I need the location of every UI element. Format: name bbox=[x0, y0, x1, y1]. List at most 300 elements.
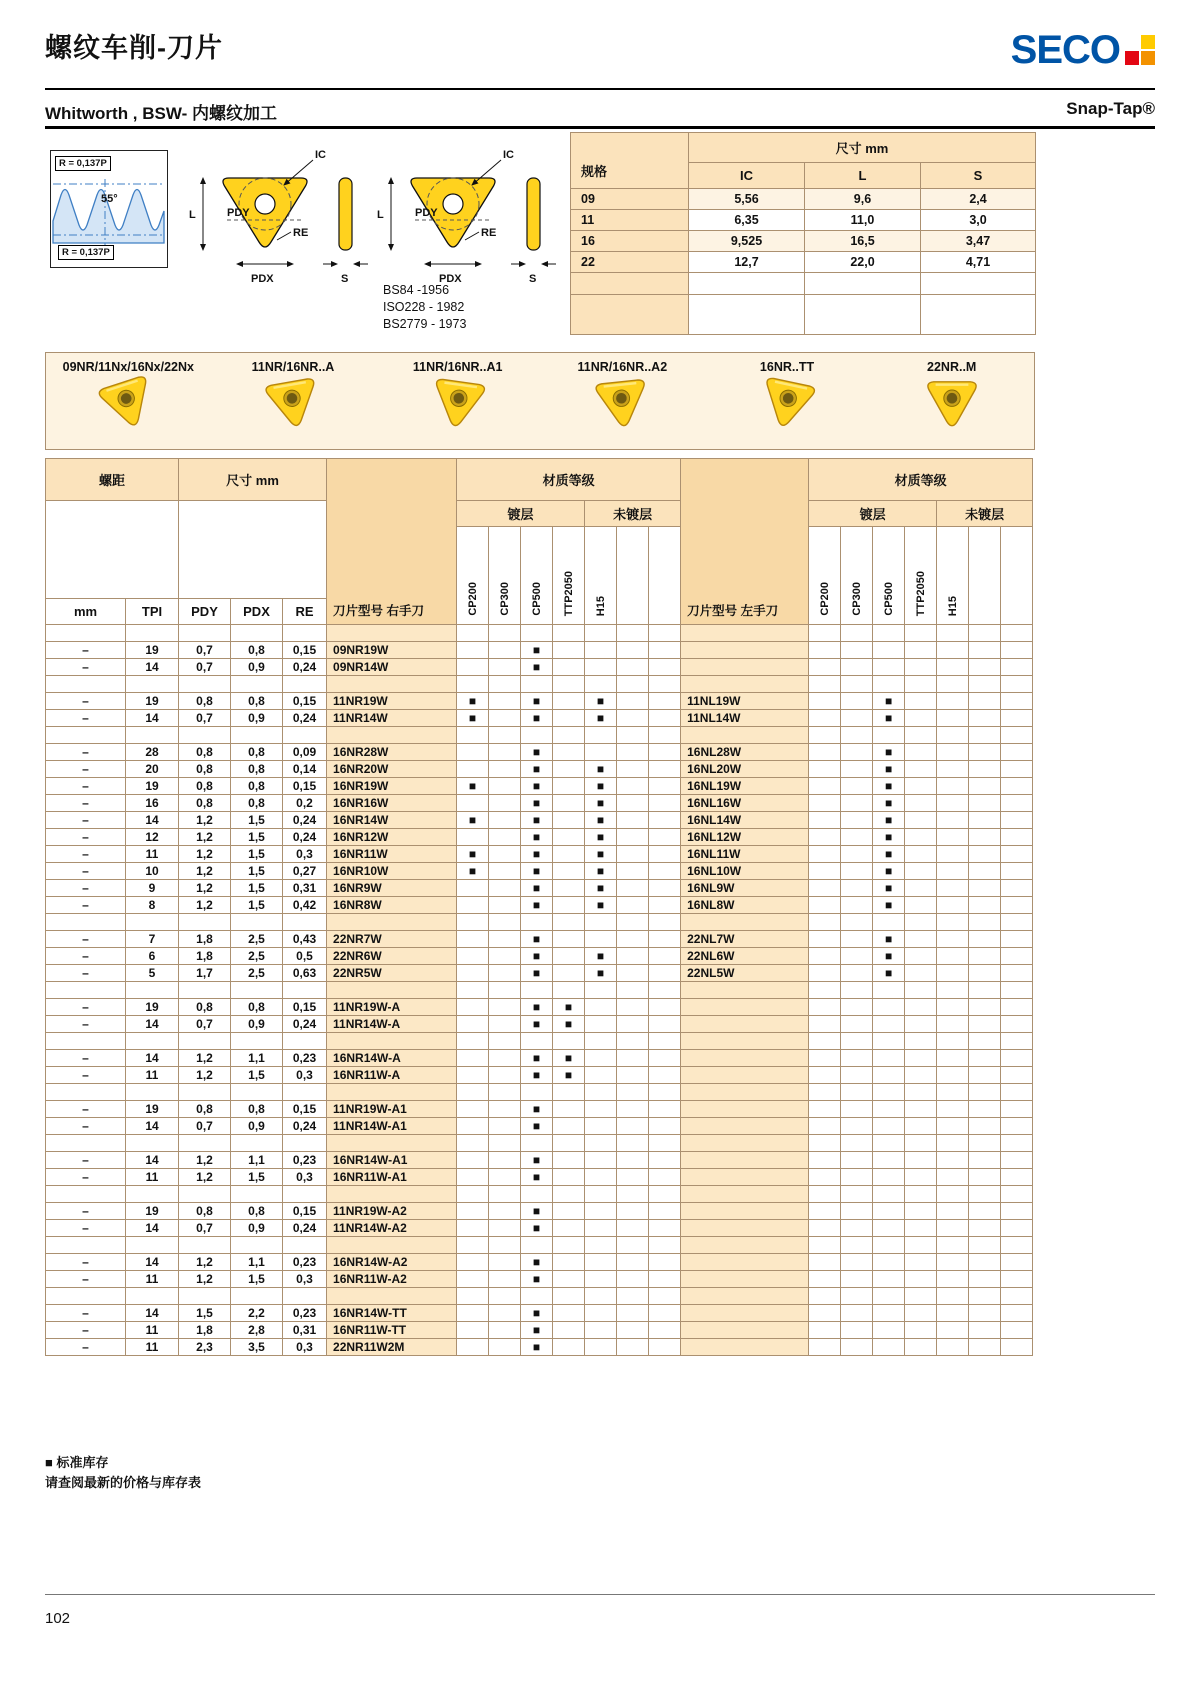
re-cell: 0,31 bbox=[283, 880, 327, 897]
insert-row bbox=[46, 829, 1033, 846]
grade-header-empty bbox=[1001, 527, 1033, 625]
pdy-cell: 0,8 bbox=[179, 795, 231, 812]
left-model-cell bbox=[681, 1101, 809, 1118]
grade-mark-cell: ■ bbox=[521, 829, 553, 846]
grade-mark-cell bbox=[617, 1084, 649, 1101]
tpi-cell: 11 bbox=[126, 1271, 179, 1288]
grade-mark-cell bbox=[617, 863, 649, 880]
grade-mark-cell bbox=[585, 659, 617, 676]
coated-header-right: 镀层 bbox=[457, 501, 585, 527]
right-model-cell: 09NR19W bbox=[327, 642, 457, 659]
grade-mark-cell bbox=[1001, 829, 1033, 846]
section-divider bbox=[45, 126, 1155, 129]
spec-value-cell: 4,71 bbox=[921, 252, 1036, 273]
spec-empty-cell bbox=[805, 295, 921, 335]
grade-mark-cell bbox=[649, 1135, 681, 1152]
pdx-cell: 0,8 bbox=[231, 744, 283, 761]
grade-mark-cell bbox=[1001, 1050, 1033, 1067]
grade-mark-cell bbox=[905, 1169, 937, 1186]
grade-mark-cell bbox=[457, 1254, 489, 1271]
grade-mark-cell bbox=[969, 727, 1001, 744]
section-title: Whitworth , BSW- 内螺纹加工 bbox=[45, 104, 277, 123]
grade-mark-cell: ■ bbox=[521, 1152, 553, 1169]
grade-mark-cell bbox=[1001, 1084, 1033, 1101]
grade-mark-cell bbox=[841, 710, 873, 727]
mm-cell: – bbox=[46, 1322, 126, 1339]
grade-mark-cell bbox=[489, 744, 521, 761]
grade-mark-cell bbox=[937, 693, 969, 710]
grade-mark-cell bbox=[617, 1271, 649, 1288]
grade-mark-cell bbox=[873, 982, 905, 999]
grade-mark-cell bbox=[617, 625, 649, 642]
grade-mark-cell bbox=[969, 1050, 1001, 1067]
grade-mark-cell bbox=[809, 744, 841, 761]
grade-mark-cell bbox=[489, 1033, 521, 1050]
grade-mark-cell bbox=[617, 1203, 649, 1220]
grade-mark-cell bbox=[809, 880, 841, 897]
tpi-cell: 14 bbox=[126, 1305, 179, 1322]
grade-mark-cell: ■ bbox=[585, 795, 617, 812]
grade-mark-cell bbox=[1001, 1067, 1033, 1084]
seco-logo-text: SECO bbox=[1010, 28, 1120, 72]
seco-logo bbox=[1010, 28, 1155, 72]
grade-mark-cell bbox=[873, 625, 905, 642]
variant-icon-wrap bbox=[264, 377, 322, 431]
tpi-cell: 19 bbox=[126, 999, 179, 1016]
tpi-cell: 20 bbox=[126, 761, 179, 778]
diagram-section bbox=[45, 132, 1035, 352]
grade-mark-cell: ■ bbox=[585, 761, 617, 778]
grade-mark-cell bbox=[873, 1118, 905, 1135]
grade-mark-cell bbox=[937, 676, 969, 693]
grade-mark-cell bbox=[969, 812, 1001, 829]
grade-mark-cell bbox=[489, 1254, 521, 1271]
grade-mark-cell bbox=[937, 863, 969, 880]
grade-mark-cell bbox=[873, 1288, 905, 1305]
grade-mark-cell: ■ bbox=[521, 761, 553, 778]
grade-mark-cell: ■ bbox=[521, 1118, 553, 1135]
grade-mark-cell bbox=[1001, 795, 1033, 812]
tpi-cell: 10 bbox=[126, 863, 179, 880]
right-model-cell: 16NR11W-A2 bbox=[327, 1271, 457, 1288]
angle-label: 55° bbox=[101, 193, 118, 205]
grade-mark-cell: ■ bbox=[873, 846, 905, 863]
grade-mark-cell bbox=[969, 1203, 1001, 1220]
re-cell: 0,3 bbox=[283, 846, 327, 863]
left-model-cell: 16NL9W bbox=[681, 880, 809, 897]
grade-mark-cell bbox=[553, 982, 585, 999]
pdx-cell bbox=[231, 1033, 283, 1050]
grade-mark-cell bbox=[1001, 1016, 1033, 1033]
grade-mark-cell bbox=[1001, 659, 1033, 676]
mm-cell: – bbox=[46, 948, 126, 965]
grade-mark-cell bbox=[521, 1084, 553, 1101]
left-model-cell bbox=[681, 1050, 809, 1067]
variant-label: 09NR/11Nx/16Nx/22Nx bbox=[62, 360, 194, 374]
grade-mark-cell bbox=[969, 863, 1001, 880]
grade-mark-cell: ■ bbox=[521, 812, 553, 829]
grade-mark-cell bbox=[649, 795, 681, 812]
grade-mark-cell bbox=[553, 812, 585, 829]
grade-mark-cell bbox=[809, 1152, 841, 1169]
pdx-cell: 0,9 bbox=[231, 710, 283, 727]
insert-row bbox=[46, 846, 1033, 863]
page-title: 螺纹车削-刀片 bbox=[45, 33, 223, 63]
grade-mark-cell bbox=[553, 1152, 585, 1169]
pdx-cell: 1,5 bbox=[231, 1169, 283, 1186]
grade-mark-cell: ■ bbox=[521, 1169, 553, 1186]
grade-mark-cell: ■ bbox=[873, 863, 905, 880]
footer-divider bbox=[45, 1594, 1155, 1595]
grade-mark-cell bbox=[905, 727, 937, 744]
grade-mark-cell bbox=[649, 1016, 681, 1033]
grade-mark-cell bbox=[457, 965, 489, 982]
grade-mark-cell bbox=[617, 897, 649, 914]
grade-mark-cell bbox=[457, 982, 489, 999]
mm-cell bbox=[46, 914, 126, 931]
grade-mark-cell bbox=[841, 693, 873, 710]
grade-mark-cell bbox=[937, 1237, 969, 1254]
re-cell: 0,23 bbox=[283, 1254, 327, 1271]
grade-mark-cell bbox=[969, 948, 1001, 965]
l-dimension-label: L bbox=[377, 209, 384, 221]
grade-mark-cell bbox=[489, 965, 521, 982]
re-cell bbox=[283, 982, 327, 999]
grade-mark-cell bbox=[969, 1339, 1001, 1356]
grade-mark-cell bbox=[905, 1101, 937, 1118]
grade-mark-cell bbox=[489, 1135, 521, 1152]
pdy-cell: 1,2 bbox=[179, 1050, 231, 1067]
grade-mark-cell bbox=[585, 1203, 617, 1220]
tpi-cell: 14 bbox=[126, 1050, 179, 1067]
grade-mark-cell bbox=[969, 1135, 1001, 1152]
grade-mark-cell bbox=[841, 1203, 873, 1220]
s-col-header: S bbox=[921, 163, 1036, 189]
grade-mark-cell: ■ bbox=[585, 897, 617, 914]
spec-value-cell: 12,7 bbox=[689, 252, 805, 273]
spacer-row bbox=[46, 676, 1033, 693]
grade-mark-cell bbox=[457, 914, 489, 931]
right-model-cell: 16NR8W bbox=[327, 897, 457, 914]
grade-mark-cell bbox=[905, 1067, 937, 1084]
spacer-row bbox=[46, 1186, 1033, 1203]
mm-cell: – bbox=[46, 1016, 126, 1033]
grade-mark-cell bbox=[553, 914, 585, 931]
insert-row bbox=[46, 897, 1033, 914]
pdy-cell: 0,7 bbox=[179, 659, 231, 676]
grade-mark-cell bbox=[841, 1101, 873, 1118]
price-footnote: 请查阅最新的价格与库存表 bbox=[45, 1475, 202, 1490]
re-cell: 0,15 bbox=[283, 778, 327, 795]
re-cell: 0,24 bbox=[283, 812, 327, 829]
mm-col-header: mm bbox=[46, 599, 126, 625]
pdx-cell bbox=[231, 625, 283, 642]
grade-mark-cell bbox=[521, 1135, 553, 1152]
grade-mark-cell bbox=[1001, 1203, 1033, 1220]
re-col-header: RE bbox=[283, 599, 327, 625]
grade-mark-cell bbox=[489, 642, 521, 659]
grade-mark-cell bbox=[873, 1220, 905, 1237]
grade-mark-cell bbox=[905, 1237, 937, 1254]
grade-mark-cell bbox=[873, 1254, 905, 1271]
grade-mark-cell bbox=[1001, 1339, 1033, 1356]
spacer-row bbox=[46, 625, 1033, 642]
grade-mark-cell bbox=[649, 1101, 681, 1118]
left-model-cell bbox=[681, 1033, 809, 1050]
grade-mark-cell bbox=[1001, 897, 1033, 914]
tpi-cell: 11 bbox=[126, 1339, 179, 1356]
pdx-cell bbox=[231, 1186, 283, 1203]
grade-mark-cell bbox=[873, 1135, 905, 1152]
grade-mark-cell bbox=[937, 846, 969, 863]
grade-mark-cell bbox=[649, 982, 681, 999]
mm-cell: – bbox=[46, 1305, 126, 1322]
grade-mark-cell bbox=[841, 1322, 873, 1339]
grade-mark-cell: ■ bbox=[521, 931, 553, 948]
grade-mark-cell bbox=[969, 914, 1001, 931]
grade-mark-cell bbox=[905, 659, 937, 676]
insert-row bbox=[46, 642, 1033, 659]
grade-mark-cell bbox=[1001, 1288, 1033, 1305]
grade-mark-cell bbox=[457, 1016, 489, 1033]
grade-mark-cell bbox=[969, 676, 1001, 693]
tpi-cell: 14 bbox=[126, 1254, 179, 1271]
grade-mark-cell bbox=[489, 1118, 521, 1135]
grade-mark-cell bbox=[809, 1254, 841, 1271]
pdy-col-header: PDY bbox=[179, 599, 231, 625]
grade-mark-cell bbox=[649, 1118, 681, 1135]
re-cell: 0,24 bbox=[283, 1118, 327, 1135]
grade-mark-cell bbox=[489, 1288, 521, 1305]
grade-mark-cell bbox=[969, 1084, 1001, 1101]
re-cell: 0,23 bbox=[283, 1152, 327, 1169]
grade-mark-cell bbox=[905, 880, 937, 897]
grade-mark-cell bbox=[617, 1339, 649, 1356]
grade-mark-cell bbox=[649, 659, 681, 676]
grade-mark-cell bbox=[809, 846, 841, 863]
spec-id-cell: 16 bbox=[571, 231, 689, 252]
grade-mark-cell bbox=[649, 914, 681, 931]
spec-empty-cell bbox=[689, 273, 805, 295]
spec-col-header: 规格 bbox=[571, 133, 689, 189]
grade-mark-cell bbox=[809, 914, 841, 931]
re-cell: 0,15 bbox=[283, 642, 327, 659]
pdy-cell: 1,2 bbox=[179, 863, 231, 880]
re-cell: 0,3 bbox=[283, 1067, 327, 1084]
left-model-cell: 16NL20W bbox=[681, 761, 809, 778]
grade-mark-cell bbox=[553, 1322, 585, 1339]
grade-mark-cell bbox=[617, 1288, 649, 1305]
grade-mark-cell bbox=[553, 1339, 585, 1356]
grade-mark-cell bbox=[617, 1305, 649, 1322]
grade-mark-cell: ■ bbox=[873, 710, 905, 727]
grade-mark-cell bbox=[457, 1220, 489, 1237]
pdy-cell: 0,8 bbox=[179, 693, 231, 710]
mm-cell: – bbox=[46, 744, 126, 761]
tpi-cell: 8 bbox=[126, 897, 179, 914]
grade-mark-cell bbox=[969, 1033, 1001, 1050]
grade-mark-cell bbox=[937, 1305, 969, 1322]
grade-mark-cell bbox=[649, 948, 681, 965]
left-model-cell bbox=[681, 999, 809, 1016]
grade-mark-cell bbox=[969, 982, 1001, 999]
grade-mark-cell bbox=[1001, 812, 1033, 829]
grade-mark-cell bbox=[905, 1254, 937, 1271]
grade-mark-cell bbox=[489, 931, 521, 948]
grade-mark-cell bbox=[905, 676, 937, 693]
grade-mark-cell bbox=[1001, 1186, 1033, 1203]
insert-photo-icon bbox=[591, 374, 654, 434]
grade-mark-cell bbox=[489, 897, 521, 914]
pdy-cell bbox=[179, 625, 231, 642]
grade-mark-cell: ■ bbox=[521, 778, 553, 795]
grade-mark-cell bbox=[873, 914, 905, 931]
grade-mark-cell: ■ bbox=[457, 778, 489, 795]
grade-mark-cell bbox=[841, 812, 873, 829]
grade-mark-cell bbox=[841, 1186, 873, 1203]
grade-mark-cell bbox=[649, 1033, 681, 1050]
insert-variant bbox=[705, 353, 870, 449]
grade-mark-cell bbox=[937, 1101, 969, 1118]
grade-mark-cell: ■ bbox=[521, 880, 553, 897]
grade-mark-cell bbox=[905, 1305, 937, 1322]
left-model-header: 刀片型号 左手刀 bbox=[681, 459, 809, 625]
pdy-cell bbox=[179, 676, 231, 693]
grade-mark-cell bbox=[937, 1220, 969, 1237]
grade-mark-cell bbox=[905, 744, 937, 761]
right-model-cell bbox=[327, 1288, 457, 1305]
uncoated-header-right: 未镀层 bbox=[585, 501, 681, 527]
pdx-cell: 1,5 bbox=[231, 897, 283, 914]
grade-mark-cell bbox=[585, 1254, 617, 1271]
grade-mark-cell bbox=[489, 1220, 521, 1237]
grade-mark-cell bbox=[809, 982, 841, 999]
insert-row bbox=[46, 659, 1033, 676]
left-model-cell bbox=[681, 1220, 809, 1237]
grade-mark-cell bbox=[489, 982, 521, 999]
grade-mark-cell: ■ bbox=[457, 710, 489, 727]
grade-mark-cell bbox=[617, 999, 649, 1016]
mm-cell: – bbox=[46, 1050, 126, 1067]
mm-cell bbox=[46, 982, 126, 999]
coated-header-left: 镀层 bbox=[809, 501, 937, 527]
grade-mark-cell bbox=[937, 625, 969, 642]
grade-mark-cell bbox=[873, 1152, 905, 1169]
re-cell: 0,3 bbox=[283, 1271, 327, 1288]
pdx-cell bbox=[231, 676, 283, 693]
grade-mark-cell bbox=[457, 1033, 489, 1050]
tpi-col-header: TPI bbox=[126, 599, 179, 625]
re-cell: 0,15 bbox=[283, 693, 327, 710]
grade-mark-cell bbox=[1001, 948, 1033, 965]
grade-mark-cell: ■ bbox=[521, 1016, 553, 1033]
insert-row bbox=[46, 1254, 1033, 1271]
grade-mark-cell bbox=[617, 812, 649, 829]
left-model-cell bbox=[681, 982, 809, 999]
grade-mark-cell bbox=[841, 1152, 873, 1169]
grade-mark-cell bbox=[489, 1101, 521, 1118]
tpi-cell bbox=[126, 1186, 179, 1203]
pdy-cell: 2,3 bbox=[179, 1339, 231, 1356]
grade-mark-cell bbox=[809, 1118, 841, 1135]
grade-mark-cell bbox=[585, 1050, 617, 1067]
grade-mark-cell bbox=[905, 914, 937, 931]
grade-mark-cell bbox=[457, 1271, 489, 1288]
main-table-wrap bbox=[45, 458, 1033, 1356]
grade-mark-cell bbox=[585, 1220, 617, 1237]
mm-cell: – bbox=[46, 880, 126, 897]
grade-mark-cell bbox=[457, 1339, 489, 1356]
grade-mark-cell bbox=[809, 1169, 841, 1186]
grade-mark-cell bbox=[809, 1339, 841, 1356]
grade-mark-cell bbox=[841, 965, 873, 982]
grade-mark-cell bbox=[809, 727, 841, 744]
grade-mark-cell bbox=[937, 1322, 969, 1339]
right-model-cell: 11NR19W-A2 bbox=[327, 1203, 457, 1220]
insert-variant bbox=[46, 353, 211, 449]
grade-mark-cell bbox=[1001, 1152, 1033, 1169]
grade-mark-cell bbox=[457, 676, 489, 693]
tpi-cell: 14 bbox=[126, 1220, 179, 1237]
grade-mark-cell bbox=[873, 659, 905, 676]
grade-mark-cell bbox=[969, 1288, 1001, 1305]
grade-mark-cell bbox=[489, 914, 521, 931]
left-model-cell bbox=[681, 1152, 809, 1169]
insert-row bbox=[46, 880, 1033, 897]
grade-mark-cell bbox=[809, 863, 841, 880]
grade-mark-cell bbox=[457, 727, 489, 744]
right-model-cell: 16NR20W bbox=[327, 761, 457, 778]
snap-tap-trademark: Snap-Tap® bbox=[1066, 99, 1155, 118]
grade-mark-cell bbox=[809, 1203, 841, 1220]
grade-mark-cell bbox=[937, 1033, 969, 1050]
radius-label-top: R = 0,137P bbox=[55, 156, 111, 171]
right-model-cell: 11NR14W-A2 bbox=[327, 1220, 457, 1237]
grade-mark-cell bbox=[937, 1339, 969, 1356]
grade-mark-cell bbox=[969, 829, 1001, 846]
mm-cell: – bbox=[46, 829, 126, 846]
grade-mark-cell bbox=[1001, 1305, 1033, 1322]
grade-mark-cell bbox=[617, 1050, 649, 1067]
grade-mark-cell bbox=[649, 1220, 681, 1237]
grade-mark-cell bbox=[873, 1203, 905, 1220]
grade-mark-cell: ■ bbox=[521, 744, 553, 761]
grade-header-cp500-left: CP500 bbox=[873, 527, 905, 625]
grade-mark-cell bbox=[457, 1118, 489, 1135]
tpi-cell: 19 bbox=[126, 1101, 179, 1118]
grade-mark-cell bbox=[649, 812, 681, 829]
variant-label: 11NR/16NR..A bbox=[251, 360, 335, 374]
tpi-cell bbox=[126, 1135, 179, 1152]
grade-mark-cell bbox=[873, 1050, 905, 1067]
grade-mark-cell: ■ bbox=[585, 778, 617, 795]
grade-mark-cell bbox=[905, 625, 937, 642]
grade-mark-cell bbox=[937, 1271, 969, 1288]
variant-icon-wrap bbox=[99, 377, 157, 431]
grade-mark-cell bbox=[937, 744, 969, 761]
right-model-cell bbox=[327, 982, 457, 999]
header-divider bbox=[45, 88, 1155, 90]
grade-mark-cell bbox=[809, 642, 841, 659]
re-cell bbox=[283, 1237, 327, 1254]
grade-mark-cell bbox=[969, 1101, 1001, 1118]
right-model-cell: 16NR19W bbox=[327, 778, 457, 795]
grade-mark-cell bbox=[585, 1305, 617, 1322]
grade-mark-cell: ■ bbox=[457, 846, 489, 863]
grade-mark-cell bbox=[937, 982, 969, 999]
grade-mark-cell bbox=[649, 999, 681, 1016]
grade-mark-cell bbox=[969, 965, 1001, 982]
